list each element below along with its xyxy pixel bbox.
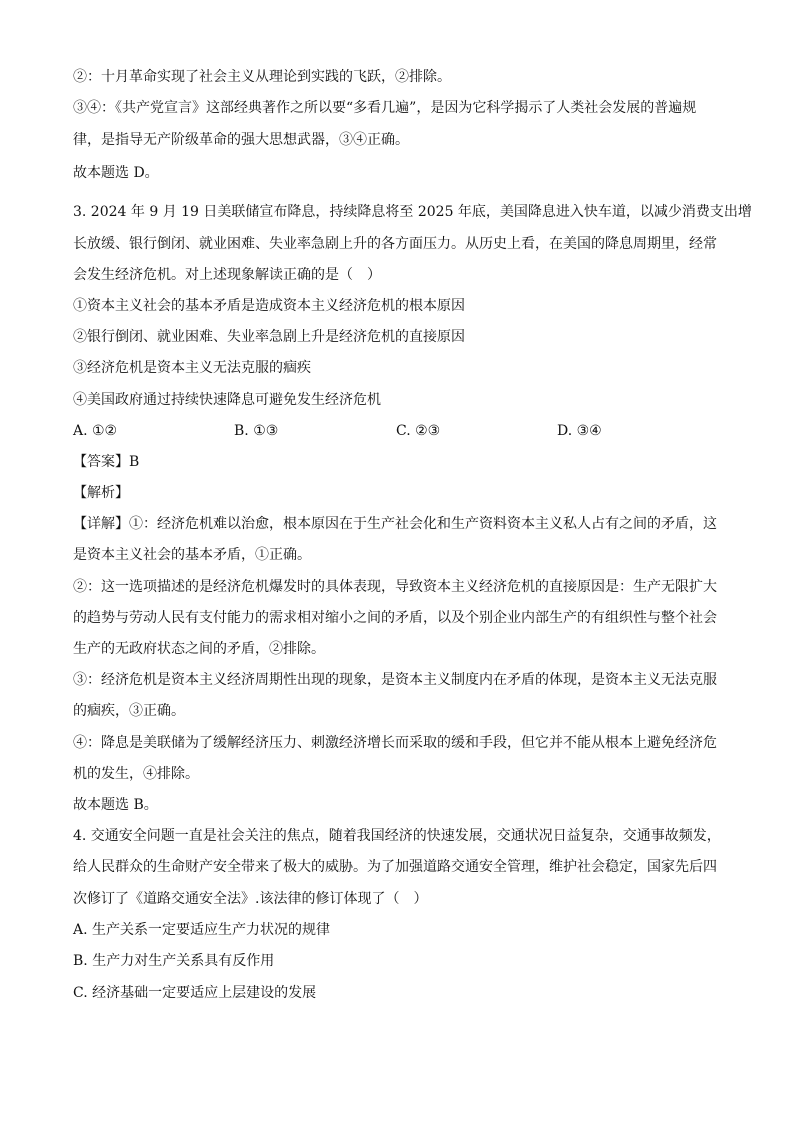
question-4-stem: 给人民群众的生命财产安全带来了极大的威胁。为了加强道路交通安全管理，维护社会稳定，国家先后四 <box>73 859 717 875</box>
option-b: B. ①③ <box>234 423 279 439</box>
statement-2: ②银行倒闭、就业困难、失业率急剧上升是经济危机的直接原因 <box>73 329 465 345</box>
question-3-stem: 会发生经济危机。对上述现象解读正确的是（ ） <box>73 267 381 283</box>
question-3-conclusion: 故本题选 B。 <box>73 797 158 813</box>
answer: 【答案】B <box>73 454 140 470</box>
option-d: D. ③④ <box>557 423 602 439</box>
prev-analysis-line: 律，是指导无产阶级革命的强大思想武器，③④正确。 <box>73 132 409 148</box>
statement-1: ①资本主义社会的基本矛盾是造成资本主义经济危机的根本原因 <box>73 298 465 314</box>
option-c: C. 经济基础一定要适应上层建设的发展 <box>73 985 317 1001</box>
question-4-stem: 次修订了《道路交通安全法》.该法律的修订体现了（ ） <box>73 891 428 907</box>
detail-4: ④：降息是美联储为了缓解经济压力、刺激经济增长而采取的缓和手段，但它并不能从根本上避免经济危 <box>73 735 717 751</box>
detail-2: 的趋势与劳动人民有支付能力的需求相对缩小之间的矛盾，以及个别企业内部生产的有组织性与整个社会 <box>73 610 717 626</box>
statement-4: ④美国政府通过持续快速降息可避免发生经济危机 <box>73 392 381 408</box>
detail-2: 生产的无政府状态之间的矛盾，②排除。 <box>73 641 325 657</box>
question-3-stem: 3. 2024 年 9 月 19 日美联储宣布降息，持续降息将至 2025 年底，美国降息进入快车道，以减少消费支出增 <box>73 204 752 220</box>
prev-analysis-line: ③④：《共产党宣言》这部经典著作之所以要“多看几遍”，是因为它科学揭示了人类社会发展的普遍规 <box>73 100 697 116</box>
option-a: A. ①② <box>73 423 118 439</box>
detail-1: 【详解】①：经济危机难以治愈，根本原因在于生产社会化和生产资料资本主义私人占有之间的矛盾，这 <box>73 516 717 532</box>
question-3-stem: 长放缓、银行倒闭、就业困难、失业率急剧上升的各方面压力。从历史上看，在美国的降息周期里，经常 <box>73 236 717 252</box>
detail-1: 是资本主义社会的基本矛盾，①正确。 <box>73 547 311 563</box>
prev-analysis-line: ②：十月革命实现了社会主义从理论到实践的飞跃，②排除。 <box>73 69 451 85</box>
option-c: C. ②③ <box>396 423 441 439</box>
detail-2: ②：这一选项描述的是经济危机爆发时的具体表现，导致资本主义经济危机的直接原因是：生产无限扩大 <box>73 579 717 595</box>
detail-3: ③：经济危机是资本主义经济周期性出现的现象，是资本主义制度内在矛盾的体现，是资本主义无法克服 <box>73 672 717 688</box>
option-b: B. 生产力对生产关系具有反作用 <box>73 953 275 969</box>
option-a: A. 生产关系一定要适应生产力状况的规律 <box>73 922 331 938</box>
question-4-stem: 4. 交通安全问题一直是社会关注的焦点，随着我国经济的快速发展，交通状况日益复杂，交通事故频发， <box>73 828 721 844</box>
statement-3: ③经济危机是资本主义无法克服的痼疾 <box>73 360 311 376</box>
analysis-heading: 【解析】 <box>73 485 129 501</box>
prev-conclusion: 故本题选 D。 <box>73 165 159 181</box>
detail-3: 的痼疾，③正确。 <box>73 703 185 719</box>
detail-4: 机的发生，④排除。 <box>73 766 199 782</box>
